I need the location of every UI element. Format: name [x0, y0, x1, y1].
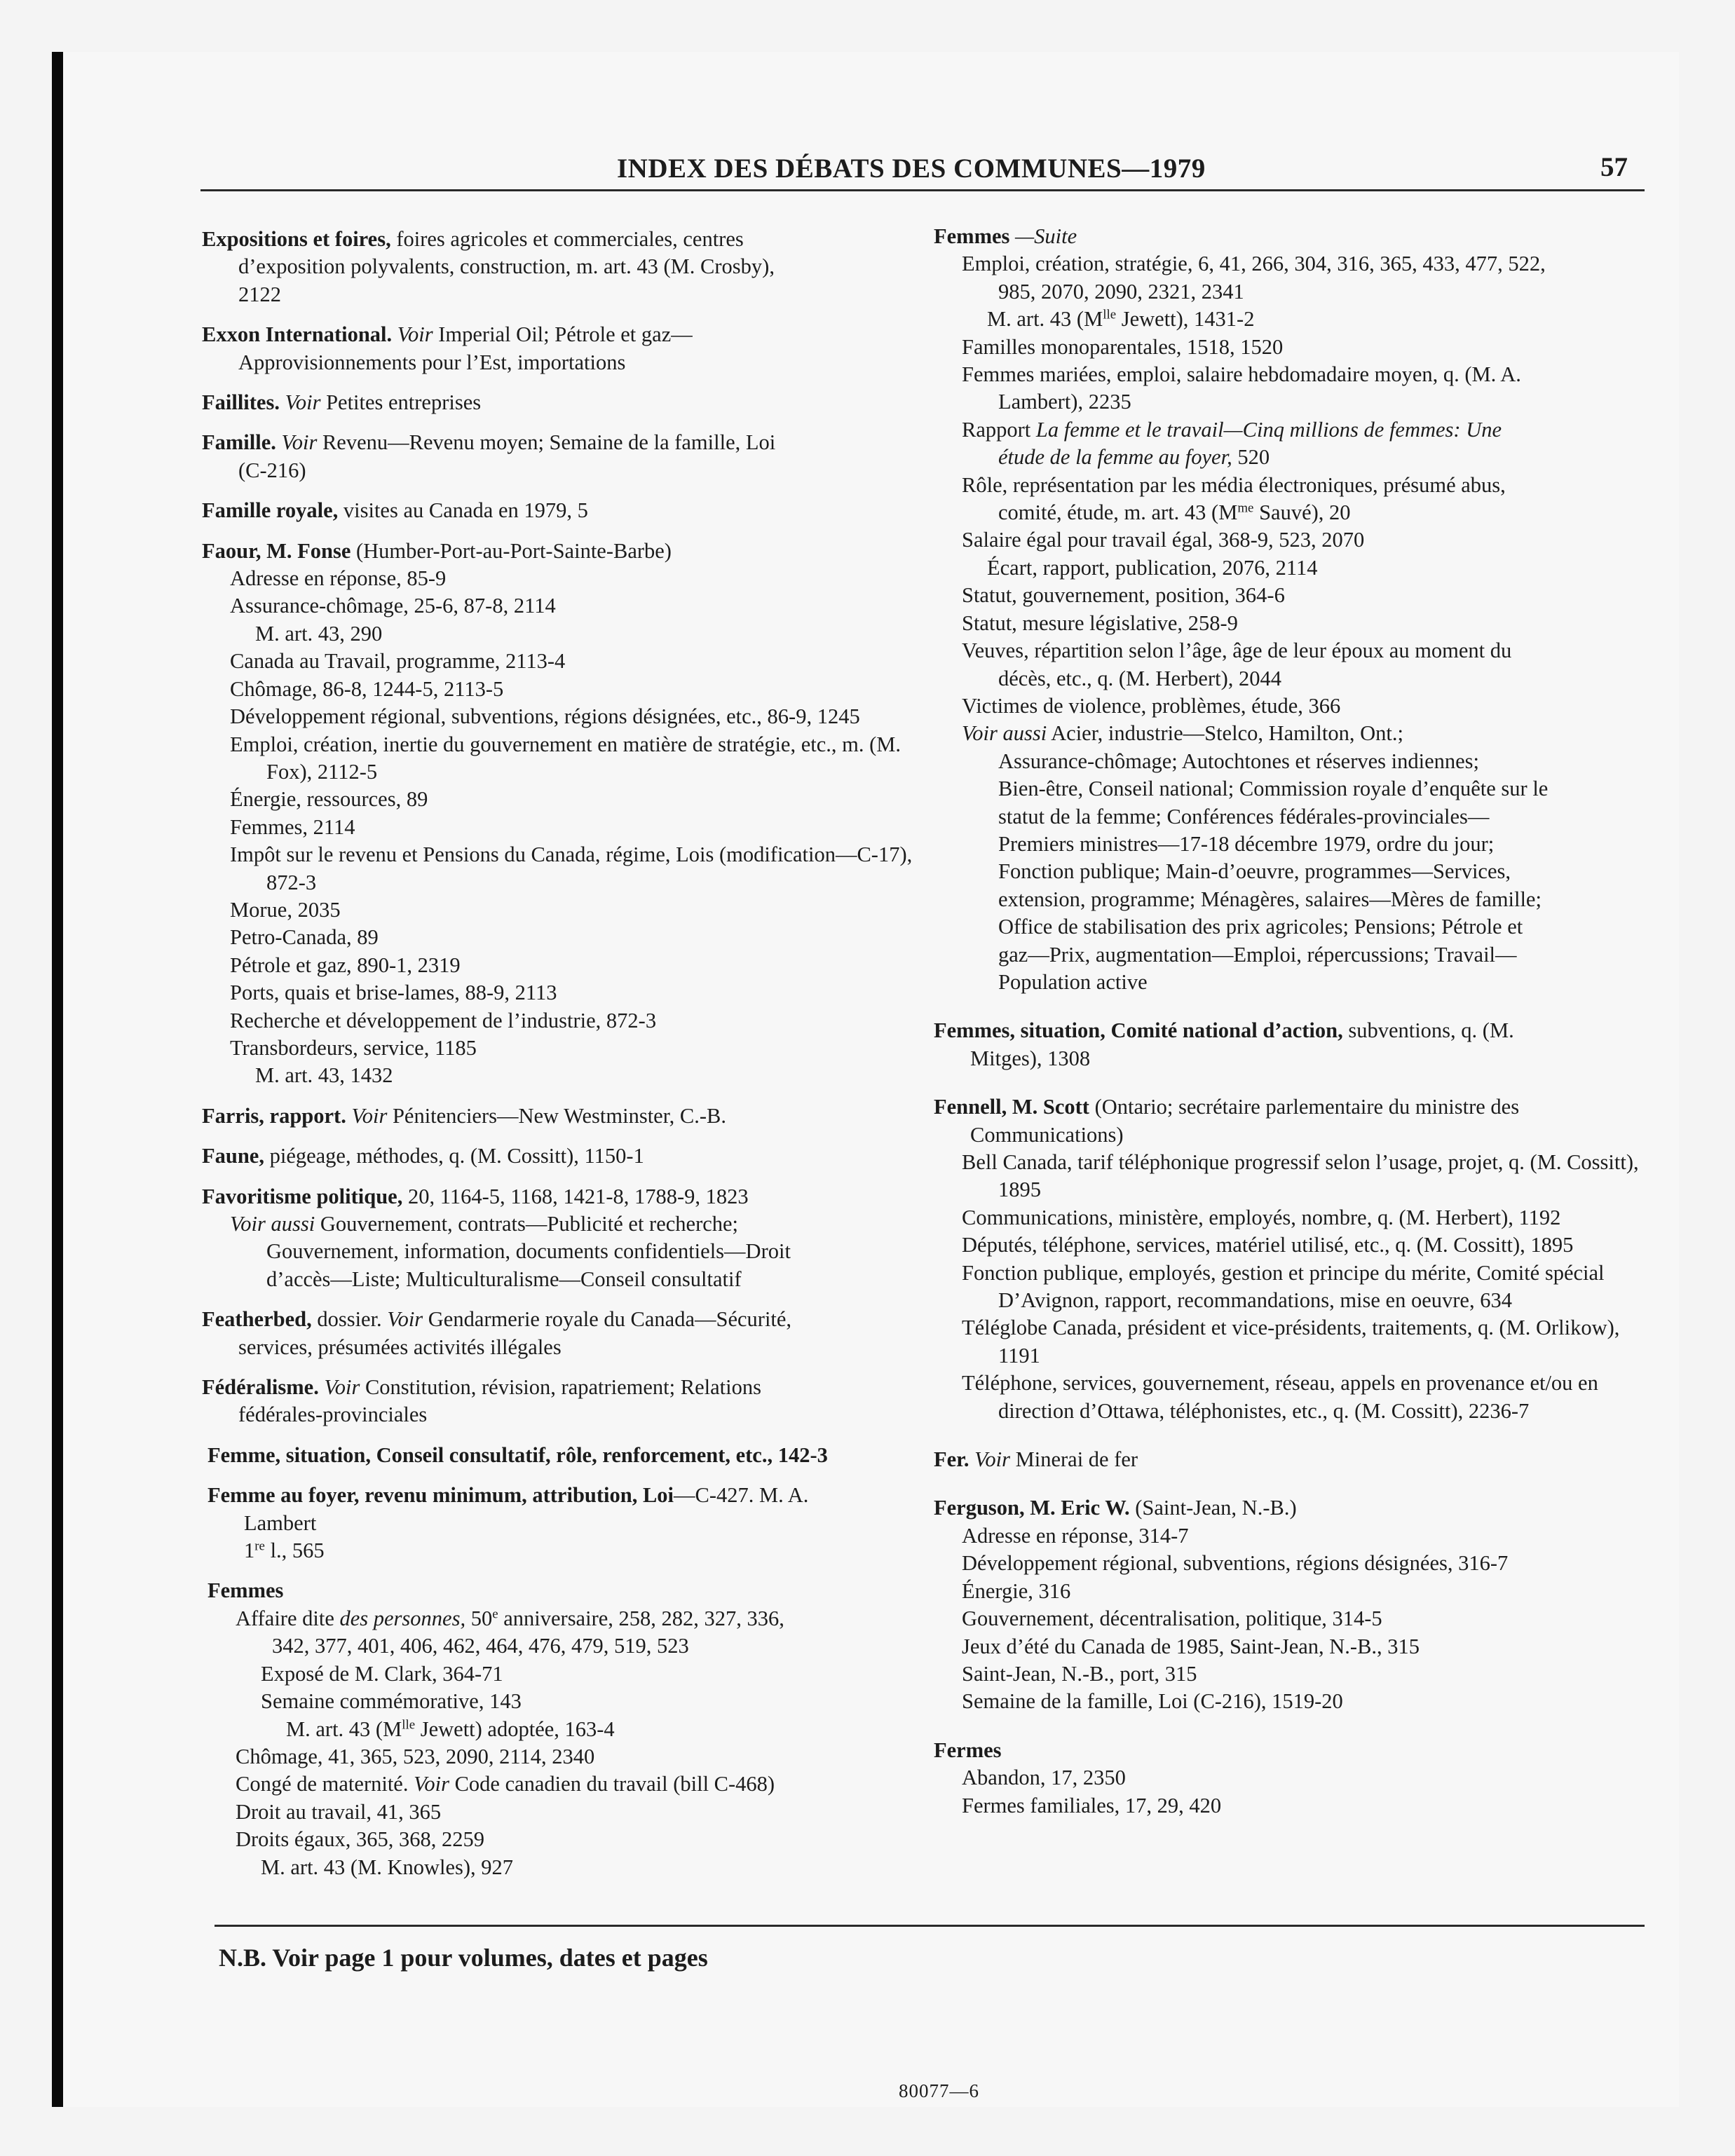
entry-italic: La femme et le travail—Cinq millions de femmes: Une — [1035, 417, 1502, 442]
entry-text: (Ontario; secrétaire parlementaire du ministre des — [1089, 1095, 1520, 1119]
entry-line — [987, 306, 1652, 333]
scan-edge — [52, 52, 63, 2107]
entry-line: Femmes mariées, emploi, salaire hebdomadaire moyen, q. (M. A. — [962, 362, 1521, 387]
entry-line: Veuves, répartition selon l’âge, âge de leur époux au moment du — [962, 639, 1512, 663]
index-entry-featherbed — [202, 1306, 917, 1361]
entry-line — [207, 1537, 917, 1564]
sub-entry: Semaine de la famille, Loi (C-216), 1519-20 — [962, 1689, 1343, 1714]
entry-line: Mitges), 1308 — [970, 1046, 1091, 1070]
voir-ref: Voir — [414, 1772, 449, 1796]
entry-heading: Femmes, situation, Comité national d’action, — [934, 1018, 1343, 1043]
left-column — [202, 226, 917, 1894]
entry-heading: Favoritisme politique, — [202, 1184, 403, 1208]
entry-line: Rôle, représentation par les média électroniques, présumé abus, — [962, 472, 1506, 497]
entry-line — [934, 1093, 1652, 1121]
entry-italic: étude de la femme au foyer, — [998, 445, 1232, 470]
entry-line: Statut, gouvernement, position, 364-6 — [962, 583, 1285, 608]
sub-entry: Développement régional, subventions, régions désignées, 316-7 — [962, 1551, 1509, 1576]
voir-ref: Voir — [281, 430, 318, 455]
entry-heading: Fermes — [934, 1738, 1002, 1762]
entry-line — [202, 497, 917, 524]
superscript: lle — [402, 1717, 416, 1733]
entry-line — [202, 538, 917, 565]
entry-text: 20, 1164-5, 1168, 1421-8, 1788-9, 1823 — [402, 1184, 749, 1208]
index-entry-faillites — [202, 389, 917, 416]
entry-text: anniversaire, 258, 282, 327, 336, — [498, 1606, 784, 1630]
entry-line — [962, 416, 1652, 444]
entry-line — [934, 1446, 1652, 1473]
entry-text: 1 — [244, 1538, 255, 1563]
entry-heading: Farris, rapport. — [202, 1103, 346, 1128]
entry-line: services, présumées activités illégales — [238, 1335, 562, 1359]
entry-italic: des personnes, — [339, 1606, 466, 1630]
index-entry-femme-situation — [202, 1442, 917, 1469]
index-entry-femme-au-foyer — [207, 1482, 917, 1564]
sub-entry: Petro-Canada, 89 — [230, 925, 379, 950]
sub-entry-list — [934, 1764, 1652, 1820]
voir-ref: Voir — [397, 322, 433, 347]
entry-line: Fonction publique; Main-d’oeuvre, programmes—Services, — [998, 859, 1511, 884]
voir-ref: Voir — [974, 1447, 1010, 1472]
entry-line: (C-216) — [238, 458, 306, 482]
entry-line — [202, 1374, 917, 1401]
entry-heading: Famille royale, — [202, 498, 339, 523]
entry-line: statut de la femme; Conférences fédérales-provinciales— — [998, 804, 1490, 828]
index-entry-farris — [202, 1103, 917, 1130]
entry-text: visites au Canada en 1979, 5 — [338, 498, 588, 523]
entry-text: Jewett), 1431-2 — [1116, 307, 1255, 332]
sub-entry: Pétrole et gaz, 890-1, 2319 — [230, 953, 461, 977]
entry-text: Pénitenciers—New Westminster, C.-B. — [387, 1103, 726, 1128]
entry-line — [934, 223, 1652, 250]
sub-entry: Emploi, création, inertie du gouvernement en matière de stratégie, etc., m. (M. Fox), 2112-5 — [230, 732, 901, 784]
entry-text: Revenu—Revenu moyen; Semaine de la famille, Loi — [317, 430, 776, 455]
entry-text: M. art. 43 (M — [987, 307, 1103, 332]
sub-entry: Développement régional, subventions, régions désignées, etc., 86-9, 1245 — [230, 704, 860, 729]
sub-entry: Députés, téléphone, services, matériel utilisé, etc., q. (M. Cossitt), 1895 — [962, 1233, 1574, 1257]
sub-entry: Téléglobe Canada, président et vice-présidents, traitements, q. (M. Orlikow), 1191 — [962, 1316, 1620, 1367]
sub-entry: M. art. 43, 290 — [255, 621, 383, 646]
entry-line: Bien-être, Conseil national; Commission royale d’enquête sur le — [998, 777, 1549, 801]
entry-line — [934, 1494, 1652, 1522]
entry-text: (Saint-Jean, N.-B.) — [1129, 1496, 1297, 1520]
entry-text: Affaire dite — [236, 1606, 340, 1630]
entry-text: Congé de maternité. — [236, 1772, 414, 1796]
entry-line: Population active — [998, 969, 1148, 994]
printer-code: 80077—6 — [899, 2080, 979, 2101]
entry-text: foires agricoles et commerciales, centres — [390, 227, 744, 251]
entry-text: subventions, q. (M. — [1342, 1018, 1514, 1043]
index-entry-fermes — [934, 1737, 1652, 1820]
sub-entry: Abandon, 17, 2350 — [962, 1766, 1126, 1790]
voir-ref: Voir — [285, 390, 321, 415]
entry-line: Semaine commémorative, 143 — [261, 1689, 522, 1714]
page-number: 57 — [1600, 152, 1628, 182]
sub-entry: Ports, quais et brise-lames, 88-9, 2113 — [230, 981, 557, 1005]
entry-line — [202, 1142, 917, 1170]
sub-entry: Bell Canada, tarif téléphonique progressif selon l’usage, projet, q. (M. Cossitt), 1895 — [962, 1150, 1639, 1202]
entry-line: Office de stabilisation des prix agricoles; Pensions; Pétrole et — [998, 915, 1523, 939]
entry-text: dossier. — [311, 1307, 388, 1332]
entry-line: Chômage, 41, 365, 523, 2090, 2114, 2340 — [236, 1744, 595, 1768]
entry-text: Constitution, révision, rapatriement; Relations — [360, 1375, 761, 1400]
sub-entry: Recherche et développement de l’industrie, 872-3 — [230, 1008, 657, 1032]
entry-text: piégeage, méthodes, q. (M. Cossitt), 1150-1 — [264, 1144, 644, 1168]
entry-line: d’accès—Liste; Multiculturalisme—Conseil consultatif — [266, 1267, 742, 1291]
sub-entry-list — [934, 1522, 1652, 1716]
index-entry-femmes-suite — [934, 223, 1652, 996]
index-entry-femmes — [207, 1577, 917, 1881]
entry-line — [202, 226, 917, 253]
entry-line: d’exposition polyvalents, construction, m. art. 43 (M. Crosby), — [238, 254, 775, 279]
entry-line — [202, 429, 917, 456]
entry-line: Victimes de violence, problèmes, étude, 366 — [962, 693, 1341, 718]
right-column — [934, 223, 1652, 1832]
entry-line — [202, 389, 917, 416]
sub-entry: Énergie, ressources, 89 — [230, 787, 428, 812]
entry-heading: Featherbed, — [202, 1307, 312, 1332]
index-entry-favoritisme — [202, 1183, 917, 1294]
voir-ref: Voir — [387, 1307, 423, 1332]
entry-heading: Ferguson, M. Eric W. — [934, 1496, 1130, 1520]
index-entry-famille-royale — [202, 497, 917, 524]
entry-line: Assurance-chômage; Autochtones et réserves indiennes; — [998, 749, 1480, 773]
index-entry-federalisme — [202, 1374, 917, 1429]
entry-line — [230, 1210, 917, 1238]
entry-line: Lambert — [244, 1510, 317, 1535]
entry-text: (Humber-Port-au-Port-Sainte-Barbe) — [351, 538, 672, 563]
entry-text: Petites entreprises — [320, 390, 482, 415]
entry-line: Approvisionnements pour l’Est, importations — [238, 350, 626, 374]
entry-line: Communications) — [970, 1122, 1124, 1147]
entry-line: Salaire égal pour travail égal, 368-9, 523, 2070 — [962, 528, 1365, 552]
entry-line: Familles monoparentales, 1518, 1520 — [962, 334, 1284, 359]
entry-text: Acier, industrie—Stelco, Hamilton, Ont.; — [1047, 721, 1403, 746]
entry-text: Sauvé), 20 — [1253, 500, 1351, 525]
entry-text: comité, étude, m. art. 43 (M — [998, 500, 1238, 525]
sub-entry: Adresse en réponse, 85-9 — [230, 566, 447, 591]
sub-entry: Saint-Jean, N.-B., port, 315 — [962, 1661, 1197, 1686]
entry-line: Écart, rapport, publication, 2076, 2114 — [987, 555, 1318, 580]
entry-heading: Femme au foyer, revenu minimum, attribution, Loi — [207, 1483, 674, 1508]
page-title: INDEX DES DÉBATS DES COMMUNES—1979 — [617, 153, 1206, 184]
entry-heading: Femmes — [207, 1578, 284, 1603]
entry-heading: Femmes — [934, 224, 1010, 248]
entry-line — [202, 1306, 917, 1333]
voir-ref: Voir — [351, 1103, 388, 1128]
entry-line — [962, 720, 1652, 747]
entry-heading: Faillites. — [202, 390, 280, 415]
sub-entry: Chômage, 86-8, 1244-5, 2113-5 — [230, 676, 504, 701]
entry-line — [202, 1183, 917, 1210]
entry-heading: Femme, situation, Conseil consultatif, rôle, renforcement, etc., 142-3 — [207, 1442, 828, 1467]
entry-heading: Exxon International. — [202, 322, 393, 347]
entry-heading: Expositions et foires, — [202, 227, 391, 251]
entry-line — [202, 1103, 917, 1130]
entry-heading: Famille. — [202, 430, 276, 455]
entry-line — [286, 1716, 917, 1743]
index-entry-femmes-action — [934, 1017, 1652, 1072]
header-rule — [200, 189, 1645, 191]
sub-entry: Femmes, 2114 — [230, 814, 355, 839]
entry-line — [934, 1017, 1652, 1044]
entry-heading: Fennell, M. Scott — [934, 1095, 1089, 1119]
superscript: lle — [1103, 307, 1117, 322]
entry-line — [202, 321, 917, 348]
sub-entry: Transbordeurs, service, 1185 — [230, 1035, 477, 1060]
index-entry-ferguson — [934, 1494, 1652, 1715]
entry-line — [207, 1482, 917, 1509]
sub-entry: Morue, 2035 — [230, 897, 341, 922]
entry-line: gaz—Prix, augmentation—Emploi, répercussions; Travail— — [998, 942, 1517, 967]
suite-label: —Suite — [1009, 224, 1077, 248]
sub-entry: Gouvernement, décentralisation, politique, 314-5 — [962, 1606, 1382, 1631]
footer-rule — [215, 1925, 1645, 1927]
voir-ref: Voir — [324, 1375, 360, 1400]
sub-entry-list — [202, 565, 917, 1090]
entry-heading: Faour, M. Fonse — [202, 538, 351, 563]
entry-line: Gouvernement, information, documents confidentiels—Droit — [266, 1239, 791, 1264]
entry-text: Rapport — [962, 417, 1036, 442]
entry-heading: Faune, — [202, 1144, 264, 1168]
entry-heading: Fer. — [934, 1447, 969, 1472]
sub-entry: Fonction publique, employés, gestion et principe du mérite, Comité spécial D’Avignon, rapport, recommandations, mise en oeuvre, 634 — [962, 1260, 1605, 1313]
entry-line: Emploi, création, stratégie, 6, 41, 266, 304, 316, 365, 433, 477, 522, — [962, 252, 1546, 276]
sub-entry: M. art. 43, 1432 — [255, 1063, 393, 1088]
entry-line: fédérales-provinciales — [238, 1403, 428, 1427]
entry-heading: Fédéralisme. — [202, 1375, 319, 1400]
entry-text: Code canadien du travail (bill C-468) — [449, 1772, 775, 1796]
index-entry-exxon — [202, 321, 917, 376]
entry-line: extension, programme; Ménagères, salaires—Mères de famille; — [998, 887, 1542, 911]
sub-entry: Canada au Travail, programme, 2113-4 — [230, 649, 566, 674]
voir-aussi-ref: Voir aussi — [962, 721, 1047, 746]
entry-line — [236, 1605, 917, 1632]
entry-text: Gouvernement, contrats—Publicité et recherche; — [315, 1212, 739, 1236]
entry-line: 2122 — [238, 282, 281, 306]
sub-entry-list — [934, 1149, 1652, 1425]
voir-aussi-ref: Voir aussi — [230, 1212, 315, 1236]
footer-note: N.B. Voir page 1 pour volumes, dates et pages — [219, 1944, 708, 1972]
entry-line — [962, 499, 1652, 526]
entry-text: Jewett) adoptée, 163-4 — [415, 1717, 615, 1741]
entry-line: 985, 2070, 2090, 2321, 2341 — [998, 279, 1244, 303]
sub-entry: Jeux d’été du Canada de 1985, Saint-Jean, N.-B., 315 — [962, 1634, 1420, 1658]
entry-line: M. art. 43 (M. Knowles), 927 — [261, 1855, 514, 1879]
index-entry-faour — [202, 538, 917, 1090]
entry-line: Statut, mesure législative, 258-9 — [962, 610, 1238, 635]
entry-line — [236, 1770, 917, 1798]
superscript: re — [254, 1538, 265, 1554]
sub-entry: Téléphone, services, gouvernement, réseau, appels en provenance et/ou en direction d’Ottawa, téléphonistes, etc., q. (M. Cossitt), 2236-7 — [962, 1371, 1598, 1423]
index-entry-expositions — [202, 226, 917, 308]
entry-line — [962, 444, 1652, 471]
entry-line: décès, etc., q. (M. Herbert), 2044 — [998, 666, 1281, 690]
entry-text: l., 565 — [264, 1538, 325, 1563]
index-entry-fennell — [934, 1093, 1652, 1425]
entry-text: —C-427. M. A. — [674, 1483, 809, 1508]
entry-text: Gendarmerie royale du Canada—Sécurité, — [423, 1307, 792, 1332]
entry-text: Minerai de fer — [1010, 1447, 1138, 1472]
entry-text: Imperial Oil; Pétrole et gaz— — [433, 322, 693, 347]
entry-text: M. art. 43 (M — [286, 1717, 402, 1741]
index-entry-faune — [202, 1142, 917, 1170]
sub-entry: Énergie, 316 — [962, 1578, 1071, 1603]
sub-entry: Fermes familiales, 17, 29, 420 — [962, 1793, 1222, 1817]
index-entry-famille — [202, 429, 917, 484]
sub-entry: Adresse en réponse, 314-7 — [962, 1523, 1189, 1548]
entry-line: Lambert), 2235 — [998, 390, 1131, 414]
entry-line: Exposé de M. Clark, 364-71 — [261, 1661, 503, 1686]
superscript: me — [1237, 500, 1254, 516]
sub-entry: Assurance-chômage, 25-6, 87-8, 2114 — [230, 594, 556, 618]
entry-text: 50 — [465, 1606, 493, 1630]
entry-line: Droit au travail, 41, 365 — [236, 1799, 442, 1824]
index-entry-fer — [934, 1446, 1652, 1473]
entry-line: Droits égaux, 365, 368, 2259 — [236, 1827, 484, 1852]
entry-text: 520 — [1232, 445, 1270, 470]
entry-line: Premiers ministres—17-18 décembre 1979, ordre du jour; — [998, 831, 1495, 856]
sub-entry: Communications, ministère, employés, nombre, q. (M. Herbert), 1192 — [962, 1205, 1561, 1229]
sub-entry: Impôt sur le revenu et Pensions du Canada, régime, Lois (modification—C-17), 872-3 — [230, 842, 913, 894]
entry-line: 342, 377, 401, 406, 462, 464, 476, 479, 519, 523 — [272, 1634, 689, 1658]
superscript: e — [492, 1606, 498, 1622]
